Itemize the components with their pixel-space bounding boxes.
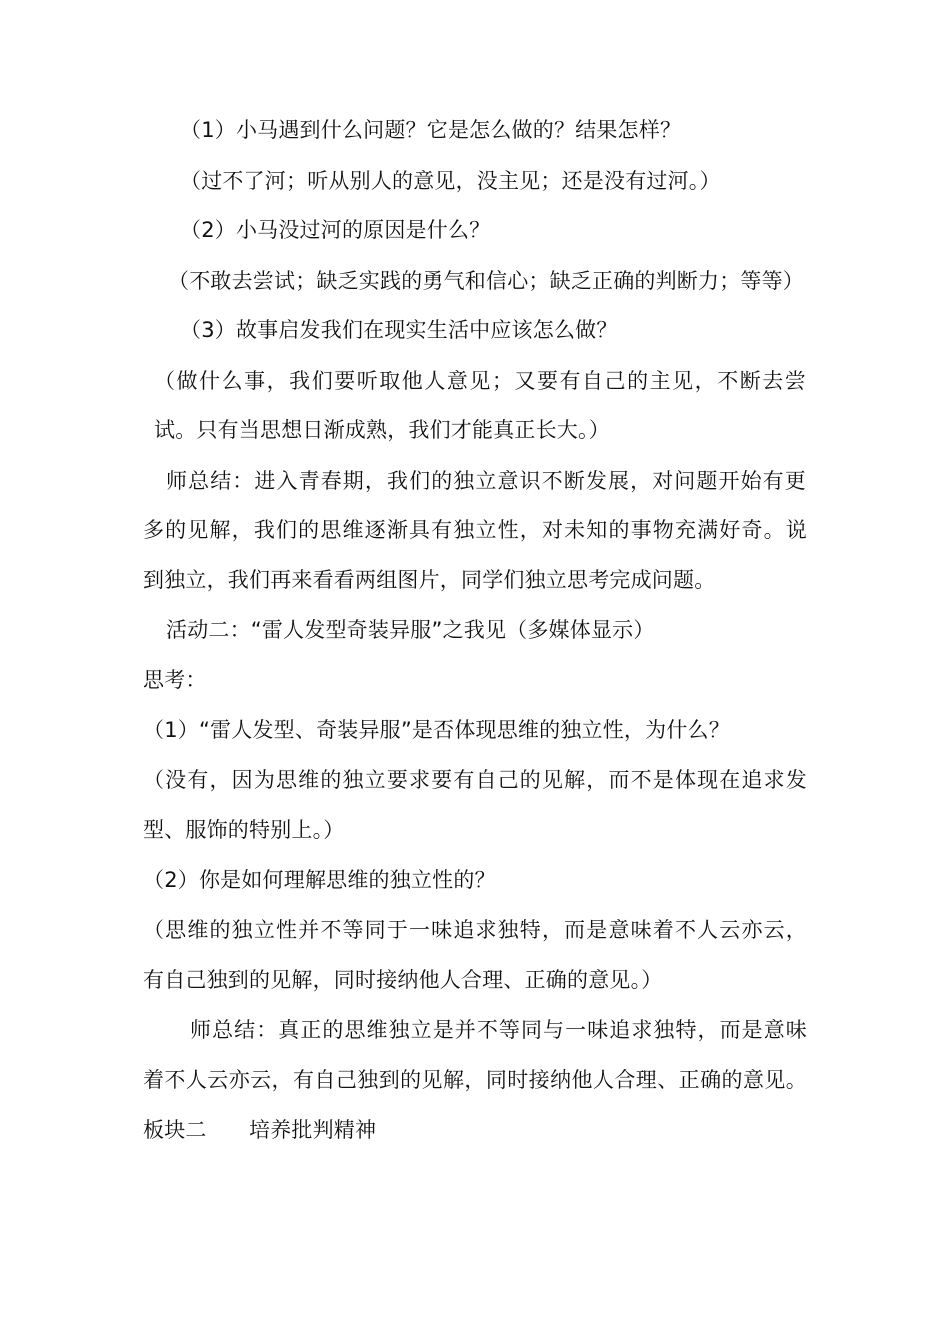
think-label: 思考： [143, 668, 207, 692]
summary-2-line-1: 师总结：真正的思维独立是并不等同与一味追求独特，而是意味 [190, 1018, 807, 1042]
activity-answer-2-line-1: （思维的独立性并不等同于一味追求独特，而是意味着不人云亦云， [143, 918, 807, 942]
summary-1-line-1: 师总结：进入青春期，我们的独立意识不断发展，对问题开始有更 [166, 469, 806, 493]
summary-1-line-3: 到独立，我们再来看看两组图片，同学们独立思考完成问题。 [143, 568, 716, 592]
question-3: （3）故事启发我们在现实生活中应该怎么做？ [180, 318, 618, 342]
section-2-heading: 板块二 培养批判精神 [143, 1118, 377, 1142]
answer-3-line-2: 试。只有当思想日渐成熟，我们才能真正长大。） [154, 418, 610, 442]
activity-answer-2-line-2: 有自己独到的见解，同时接纳他人合理、正确的意见。） [143, 968, 663, 992]
activity-answer-1-line-1: （没有，因为思维的独立要求要有自己的见解，而不是体现在追求发 [143, 768, 807, 792]
summary-2-line-2: 着不人云亦云，有自己独到的见解，同时接纳他人合理、正确的意见。 [143, 1068, 807, 1092]
question-1: （1）小马遇到什么问题？它是怎么做的？结果怎样？ [180, 118, 682, 142]
answer-2: （不敢去尝试；缺乏实践的勇气和信心；缺乏正确的判断力；等等） [168, 269, 804, 293]
activity-2-heading: 活动二：“雷人发型奇装异服”之我见（多媒体显示） [166, 618, 655, 642]
summary-1-line-2: 多的见解，我们的思维逐渐具有独立性，对未知的事物充满好奇。说 [143, 518, 807, 542]
answer-3-line-1: （做什么事，我们要听取他人意见；又要有自己的主见，不断去尝 [154, 369, 806, 393]
question-2: （2）小马没过河的原因是什么？ [180, 218, 491, 242]
activity-answer-1-line-2: 型、服饰的特别上。） [143, 818, 345, 842]
activity-question-1: （1）“雷人发型、奇装异服”是否体现思维的独立性，为什么？ [143, 718, 730, 742]
activity-question-2: （2）你是如何理解思维的独立性的？ [143, 868, 496, 892]
answer-1: （过不了河；听从别人的意见，没主见；还是没有过河。） [180, 169, 721, 193]
